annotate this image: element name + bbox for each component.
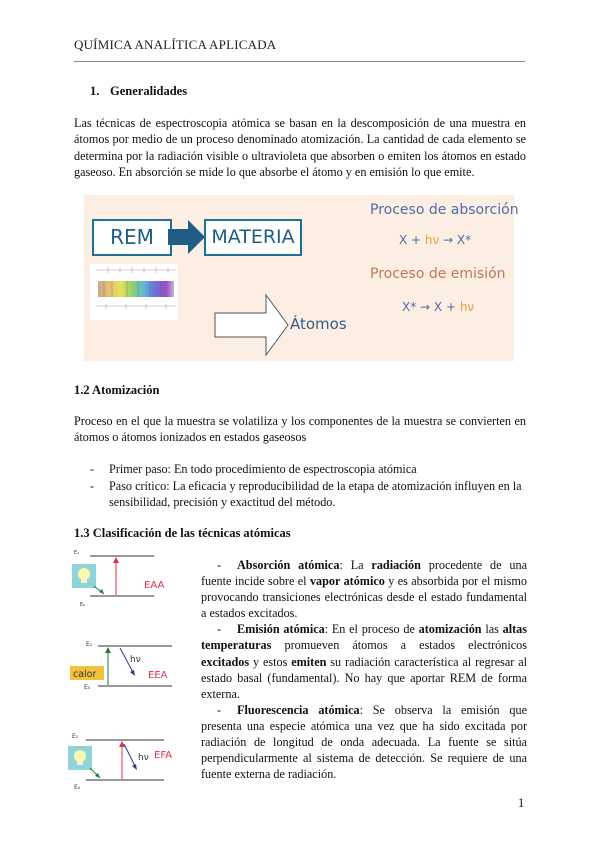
- section-1-number: 1.: [90, 84, 100, 98]
- absorcion-t1: : La: [339, 558, 372, 572]
- spectrum-image: [90, 264, 178, 320]
- emision-b3: excitados: [201, 654, 250, 669]
- section-12-heading: 1.2 Atomización: [74, 383, 160, 397]
- emision-b1: atomización: [418, 622, 482, 637]
- eea-hv-label: hν: [130, 655, 141, 665]
- efa-hv-label: hν: [138, 753, 149, 763]
- emission-equation: [402, 300, 474, 314]
- efa-e0-label: E₀: [74, 784, 81, 791]
- emision-term: Emisión atómica: [237, 622, 325, 637]
- absorcion-term: Absorción atómica: [237, 558, 340, 572]
- section-1-title: Generalidades: [110, 84, 188, 98]
- list-item: [90, 461, 526, 477]
- efa-e1-label: E₁: [72, 733, 79, 740]
- emission-process-title: Proceso de emisión: [370, 266, 506, 282]
- efa-diagram: [66, 728, 182, 792]
- page-header-title: QUÍMICA ANALÍTICA APLICADA: [74, 37, 277, 52]
- absorption-process-title: Proceso de absorción: [370, 202, 519, 218]
- efa-label: EFA: [154, 750, 172, 761]
- eaa-e1-label: E₁: [74, 550, 80, 556]
- fluorescencia-t1: : Se observa la emisión que presenta una especie atómica una vez que ha sido excitada por radiación de longitud de onda adecuada. La fuente se sitúa perpendicularmente al sistema de detección. Se requiere de una fuente externa de radiación.: [201, 702, 527, 782]
- absorption-eq-hv: hν: [424, 233, 440, 247]
- rem-box: REM: [92, 219, 172, 256]
- page-number: 1: [518, 796, 525, 810]
- absorption-eq-right: → X*: [439, 233, 472, 247]
- absorption-eq-left: X +: [399, 233, 425, 247]
- emision-t2: las: [481, 622, 503, 637]
- fluorescencia-dash: -: [217, 702, 222, 717]
- absorcion-b1: radiación: [371, 558, 421, 572]
- atomization-bullets: [90, 461, 526, 512]
- emission-eq-hv: hν: [459, 300, 475, 314]
- absorcion-paragraph: [201, 557, 527, 621]
- header-divider: [74, 61, 525, 62]
- section-1-heading: [90, 84, 187, 99]
- calor-label: calor: [73, 669, 97, 680]
- bullet-dash: -: [90, 479, 95, 494]
- bullet-dash: -: [90, 462, 95, 476]
- eea-e0-label: E₀: [84, 684, 91, 691]
- emision-dash: -: [217, 622, 222, 637]
- emision-t5: su radiación característica al regresar al estado basal (fundamental). No hay que aportar REM de forma externa.: [201, 654, 527, 701]
- absorcion-t3: y es absorbida por el mismo provocando transiciones electrónicas desde el estado fundamental a estados excitados.: [201, 574, 527, 621]
- rem-to-materia-arrow: [168, 218, 206, 256]
- bullet-text: Primer paso: En todo procedimiento de espectroscopia atómica: [109, 462, 417, 476]
- section-1-paragraph: Las técnicas de espectroscopia atómica se basan en la descomposición de una muestra en átomos por medio de un proceso denominado atomización. La cantidad de cada elemento se determina por la radiación visible o ultravioleta que absorben o emiten los átomos en estado gaseoso. En absorción se mide lo que absorbe el átomo y en emisión lo que emite.: [74, 116, 526, 180]
- eea-label: EEA: [148, 670, 168, 681]
- emision-t3: promueven átomos a estados electrónicos: [271, 638, 527, 653]
- classification-text: [201, 557, 527, 782]
- to-atomos-arrow: [214, 293, 290, 357]
- emission-eq-left: X* → X +: [402, 300, 460, 314]
- section-12-paragraph: Proceso en el que la muestra se volatiliza y los componentes de la muestra se convierten en átomos o átomos ionizados en estados gaseosos: [74, 414, 526, 445]
- emision-t4: y estos: [249, 654, 292, 669]
- emision-b4: emiten: [291, 654, 327, 669]
- section-13-heading: 1.3 Clasificación de las técnicas atómicas: [74, 526, 291, 540]
- emision-paragraph: [201, 621, 527, 701]
- emision-b2: altas temperaturas: [201, 622, 527, 653]
- fluorescencia-term: Fluorescencia atómica: [237, 702, 360, 717]
- eaa-label: EAA: [144, 580, 165, 591]
- bullet-text: Paso crítico: La eficacia y reproducibilidad de la etapa de atomización influyen en la sensibilidad, precisión y exactitud del método.: [109, 479, 522, 510]
- absorcion-t2: procedente de una fuente incide sobre el: [201, 558, 528, 589]
- emision-t1: : En el proceso de: [324, 622, 419, 637]
- materia-box: MATERIA: [204, 219, 302, 256]
- absorption-equation: [399, 233, 471, 247]
- eaa-e0-label: E₀: [80, 602, 86, 608]
- eea-e1-label: E₁: [86, 641, 93, 648]
- absorcion-b2: vapor atómico: [309, 574, 385, 589]
- atomos-label: Átomos: [290, 315, 347, 333]
- eea-diagram: [68, 634, 178, 696]
- eaa-diagram: [70, 548, 178, 614]
- absorcion-dash: -: [217, 558, 222, 572]
- fluorescencia-paragraph: [201, 702, 527, 782]
- list-item: [90, 478, 526, 510]
